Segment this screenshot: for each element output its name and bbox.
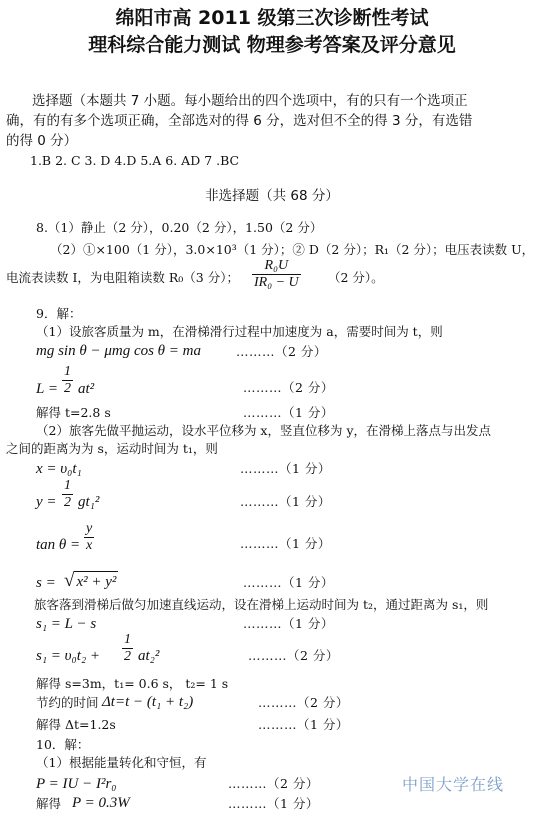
- equation-1-score: ………（2 分）: [236, 344, 327, 359]
- equation-9-score: ………（2 分）: [228, 776, 319, 791]
- equation-2-lhs: L =: [36, 381, 58, 397]
- solution-1: 解得 t=2.8 s: [36, 405, 111, 420]
- solution-3-score: ………（2 分）: [258, 695, 349, 710]
- equation-6-score: ………（1 分）: [243, 575, 334, 590]
- q9-part2-text-c: 旅客落到滑梯后做匀加速直线运动，设在滑梯上运动时间为 t₂，通过距离为 s₁，则: [34, 597, 489, 612]
- eq5-numerator: y: [86, 521, 93, 536]
- solution-4-score: ………（1 分）: [258, 717, 349, 732]
- equation-2-score: ………（2 分）: [243, 380, 334, 395]
- page-title: 绵阳市高 2011 级第三次诊断性考试: [115, 7, 429, 29]
- equation-4-rhs: gt₁²: [78, 494, 100, 510]
- equation-3: x = υ₀t₁: [36, 461, 82, 477]
- solution-4: 解得 Δt=1.2s: [36, 717, 116, 732]
- equation-5-score: ………（1 分）: [240, 536, 331, 551]
- equation-8-score: ………（2 分）: [248, 648, 339, 663]
- equation-8-fraction: [122, 632, 133, 665]
- solution-1-score: ………（1 分）: [243, 405, 334, 420]
- eq5-denominator: x: [86, 538, 93, 553]
- eq4-denominator: 2: [64, 495, 71, 510]
- equation-3-score: ………（1 分）: [240, 461, 331, 476]
- sqrt-icon: √: [64, 570, 75, 591]
- equation-5-lhs: tan θ =: [36, 537, 81, 553]
- equation-4-lhs: y =: [36, 494, 57, 510]
- eq2-numerator: 1: [64, 364, 71, 379]
- equation-9: P = IU − I²r₀: [36, 776, 117, 792]
- q10-heading: 10．解：: [36, 737, 90, 752]
- equation-7-score: ………（1 分）: [243, 616, 334, 631]
- q8-fraction: [252, 258, 301, 291]
- page-subtitle: 理科综合能力测试 物理参考答案及评分意见: [88, 34, 456, 56]
- solution-5-label: 解得: [36, 796, 62, 811]
- equation-8-lhs: s₁ = υ₀t₂ +: [36, 648, 101, 664]
- solution-5-equation: P = 0.3W: [72, 795, 130, 811]
- q9-part2-text-a: （2）旅客先做平抛运动，设水平位移为 x，竖直位移为 y，在滑梯上落点与出发点: [36, 423, 492, 438]
- equation-4-fraction: [62, 478, 73, 511]
- q8-frac-numerator: R₀U: [264, 258, 289, 273]
- eq6-radicand: x² + y²: [74, 571, 118, 591]
- equation-6-lhs: s =: [36, 575, 56, 591]
- q9-heading: 9．解：: [36, 306, 82, 321]
- eq4-numerator: 1: [64, 478, 71, 493]
- equation-8-rhs: at₂²: [138, 648, 160, 664]
- equation-4-score: ………（1 分）: [240, 494, 331, 509]
- q8-line-1: 8.（1）静止（2 分），0.20（2 分），1.50（2 分）: [36, 220, 323, 235]
- choice-intro-line-3: 的得 0 分）: [6, 133, 78, 149]
- q10-part1-text: （1）根据能量转化和守恒，有: [36, 755, 207, 770]
- eq8-denominator: 2: [124, 649, 131, 664]
- solution-3-equation: Δt=t − (t₁ + t₂): [102, 694, 194, 710]
- q9-part1-text: （1）设旅客质量为 m，在滑梯滑行过程中加速度为 a，需要时间为 t，则: [36, 324, 443, 339]
- solution-5-score: ………（1 分）: [228, 796, 319, 811]
- eq8-numerator: 1: [124, 632, 131, 647]
- nonchoice-heading: 非选择题（共 68 分）: [205, 188, 339, 204]
- equation-6-radical: [64, 571, 118, 591]
- q8-score: （2 分）。: [328, 270, 384, 285]
- equation-7: s₁ = L − s: [36, 616, 97, 632]
- choice-answers: 1.B 2. C 3. D 4.D 5.A 6. AD 7 .BC: [30, 153, 240, 168]
- solution-2: 解得 s=3m，t₁= 0.6 s， t₂= 1 s: [36, 676, 229, 691]
- watermark: 中国大学在线: [402, 775, 505, 794]
- eq2-denominator: 2: [64, 381, 71, 396]
- equation-1: mg sin θ − μmg cos θ = ma: [36, 343, 202, 359]
- q8-frac-denominator: IR₀ − U: [254, 275, 299, 290]
- choice-intro-line-1: 选择题（本题共 7 小题。每小题给出的四个选项中，有的只有一个选项正: [32, 93, 468, 109]
- equation-5-fraction: [84, 521, 94, 554]
- q8-line-2: （2）①×100（1 分），3.0×10³（1 分）；② D（2 分）；R₁（2 分）；电压表读数 U，: [50, 242, 535, 257]
- choice-intro-line-2: 确，有的有多个选项正确，全部选对的得 6 分，选对但不全的得 3 分，有选错: [6, 113, 473, 129]
- solution-3-label: 节约的时间: [36, 695, 99, 710]
- equation-2-rhs: at²: [78, 381, 95, 397]
- q8-line-3: 电流表读数 I，为电阻箱读数 R₀（3 分）；: [6, 270, 239, 285]
- equation-2-fraction: [62, 364, 73, 397]
- q9-part2-text-b: 之间的距离为为 s，运动时间为 t₁，则: [6, 441, 218, 456]
